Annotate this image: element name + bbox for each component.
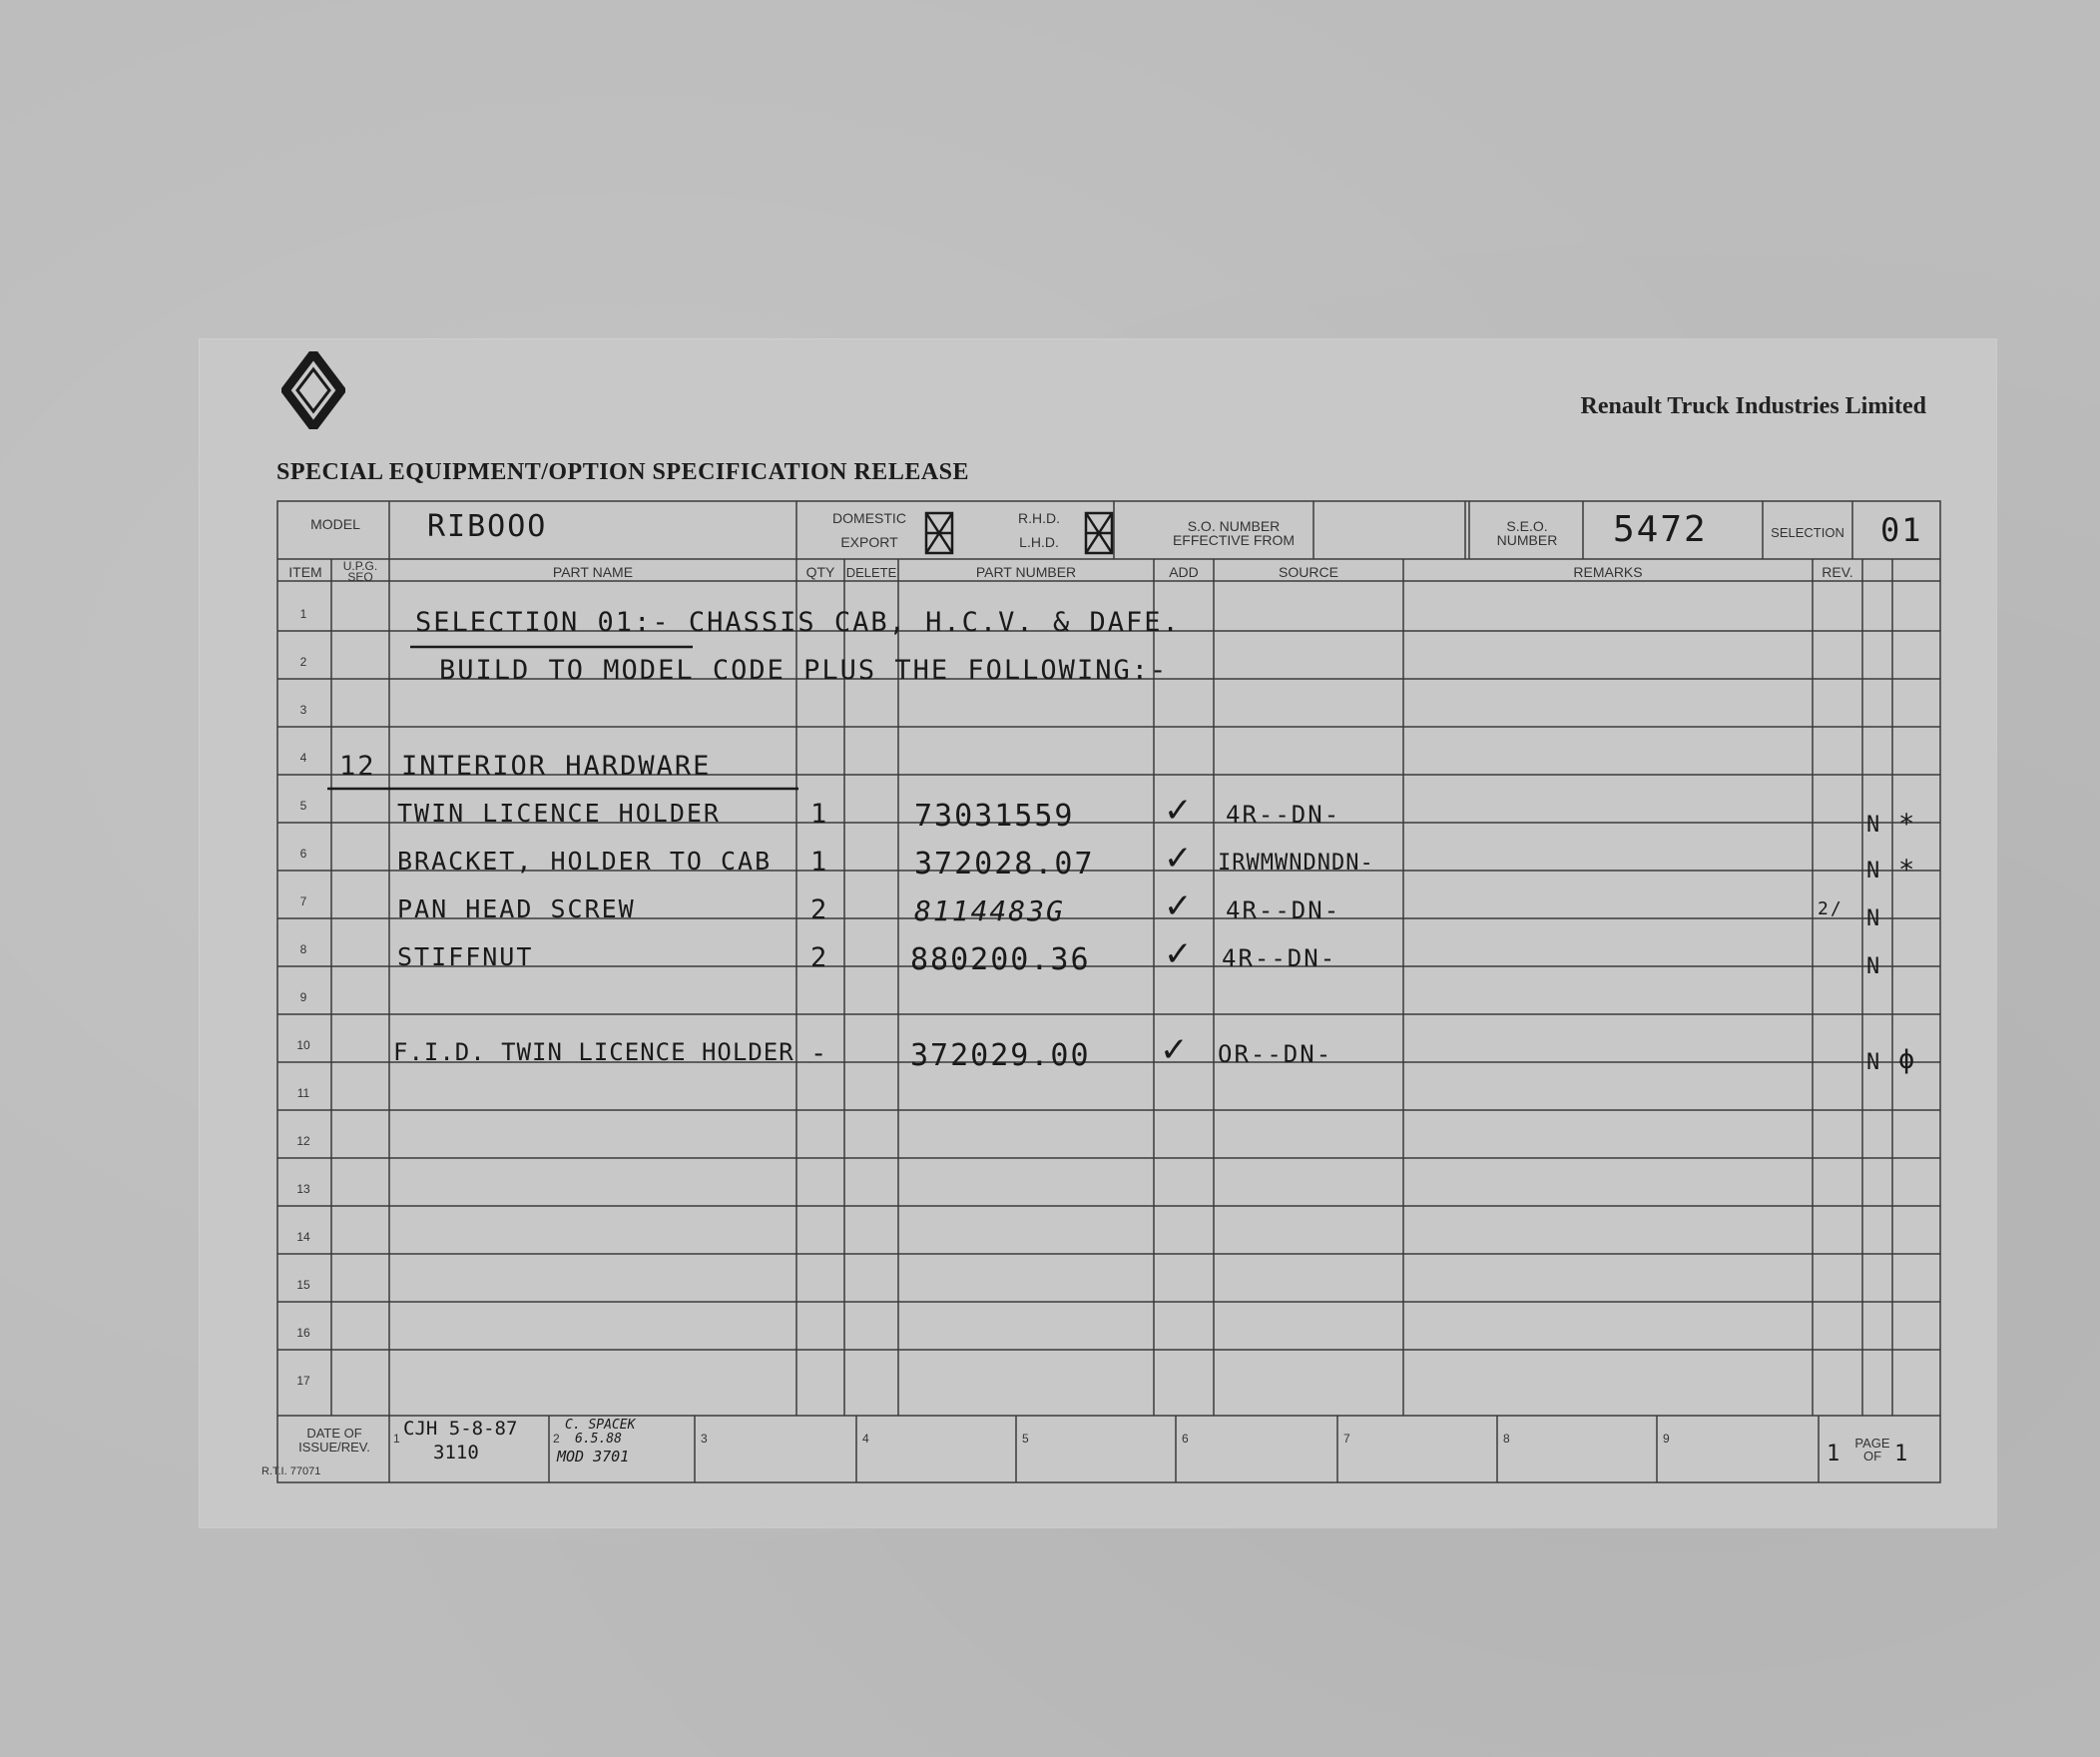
issue-rev-label: ISSUE/REV.	[298, 1440, 370, 1455]
source: 4R--DN-	[1226, 801, 1341, 829]
issue-1-line-1: CJH 5-8-87	[403, 1418, 518, 1440]
group-title: INTERIOR HARDWARE	[401, 751, 712, 782]
row-number: 10	[296, 1038, 310, 1052]
rhd-label: R.H.D.	[1018, 510, 1060, 526]
row-number: 14	[296, 1230, 310, 1244]
issue-2-line-2: 6.5.88	[575, 1432, 622, 1447]
part-number: 8114483G	[914, 894, 1065, 927]
domestic-label: DOMESTIC	[832, 510, 906, 526]
col-part-name: PART NAME	[552, 564, 634, 580]
selection-label: SELECTION	[1771, 525, 1844, 540]
page-label: PAGE	[1854, 1436, 1890, 1451]
row-number: 8	[299, 942, 307, 956]
part-number: 372029.00	[910, 1038, 1091, 1073]
part-number: 880200.36	[910, 942, 1091, 977]
date-of-issue-label: DATE OF	[306, 1426, 362, 1441]
slot-number: 2	[553, 1432, 560, 1446]
slot-number: 6	[1182, 1432, 1189, 1446]
slot-number: 4	[862, 1432, 869, 1446]
col-rev: REV.	[1822, 564, 1853, 580]
row-number: 3	[299, 703, 307, 717]
check-icon: ✓	[1164, 839, 1193, 878]
col-delete: DELETE	[845, 565, 897, 580]
col-part-number: PART NUMBER	[975, 564, 1077, 580]
col-source: SOURCE	[1279, 564, 1338, 580]
part-name: BRACKET, HOLDER TO CAB	[397, 847, 773, 876]
row-number: 13	[296, 1182, 310, 1196]
slot-number: 5	[1022, 1432, 1029, 1446]
export-label: EXPORT	[840, 534, 898, 550]
status-mark: ϕ	[1898, 1044, 1917, 1075]
source: 4R--DN-	[1222, 944, 1337, 972]
qty: 2	[810, 942, 829, 973]
page-number: 1	[1827, 1442, 1842, 1466]
status-mark: *	[1898, 855, 1917, 885]
lhd-label: L.H.D.	[1019, 534, 1059, 550]
sf-flag: N	[1866, 813, 1882, 838]
row-number: 1	[299, 607, 307, 621]
qty: 2	[810, 894, 829, 925]
slot-number: 8	[1503, 1432, 1510, 1446]
col-qty: QTY	[805, 564, 835, 580]
model-label: MODEL	[310, 516, 360, 532]
check-icon: ✓	[1164, 791, 1193, 831]
model-value: RIBOOO	[427, 509, 548, 544]
qty: -	[810, 1038, 829, 1069]
sf-flag: N	[1866, 1050, 1882, 1075]
rev-value: 2/	[1818, 898, 1843, 919]
slot-number: 3	[701, 1432, 708, 1446]
form-title: SPECIAL EQUIPMENT/OPTION SPECIFICATION RELEASE	[276, 459, 970, 485]
check-icon: ✓	[1160, 1030, 1189, 1070]
seo-number-label: NUMBER	[1496, 532, 1558, 548]
spec-form	[275, 499, 1944, 1487]
effective-from-label: EFFECTIVE FROM	[1172, 532, 1296, 548]
source: OR--DN-	[1218, 1040, 1333, 1068]
so-number-label: S.O. NUMBER	[1187, 518, 1281, 534]
row-number: 4	[299, 751, 307, 765]
check-icon: ✓	[1164, 886, 1193, 926]
sf-flag: N	[1866, 906, 1882, 931]
issue-2-line-1: C. SPACEK	[565, 1418, 636, 1433]
qty: 1	[810, 799, 829, 830]
row-number: 12	[296, 1134, 310, 1148]
issue-2-line-3: MOD 3701	[557, 1448, 630, 1465]
sf-flag: N	[1866, 954, 1882, 979]
renault-logo-icon	[281, 351, 345, 429]
part-name: TWIN LICENCE HOLDER	[397, 799, 721, 828]
row-number: 7	[299, 894, 307, 908]
company-name: Renault Truck Industries Limited	[1580, 393, 1926, 419]
slot-number: 9	[1663, 1432, 1670, 1446]
status-mark: *	[1898, 809, 1917, 840]
sf-flag: N	[1866, 859, 1882, 883]
selection-line: SELECTION 01:- CHASSIS CAB, H.C.V. & DAFE.	[415, 607, 1181, 638]
upg-group-number: 12	[339, 751, 376, 782]
row-number: 16	[296, 1326, 310, 1340]
col-upg-seo: SEO	[347, 570, 373, 584]
row-number: 5	[299, 799, 307, 813]
row-number: 15	[296, 1278, 310, 1292]
part-name: F.I.D. TWIN LICENCE HOLDER	[393, 1038, 794, 1066]
page-of-label: OF	[1862, 1449, 1882, 1464]
selection-value: 01	[1880, 511, 1923, 549]
row-number: 6	[299, 847, 307, 861]
build-line: BUILD TO MODEL CODE PLUS THE FOLLOWING:-	[439, 655, 1169, 686]
form-grid-lines	[275, 499, 1944, 1487]
seo-number-value: 5472	[1613, 509, 1708, 550]
row-number: 11	[296, 1086, 310, 1100]
col-remarks: REMARKS	[1573, 564, 1643, 580]
slot-number: 7	[1343, 1432, 1350, 1446]
issue-1-line-2: 3110	[433, 1442, 479, 1464]
seo-label: S.E.O.	[1506, 518, 1548, 534]
col-upg: U.P.G.	[342, 559, 378, 573]
source: 4R--DN-	[1226, 896, 1341, 924]
col-add: ADD	[1169, 564, 1199, 580]
col-item: ITEM	[288, 564, 322, 580]
check-icon: ✓	[1164, 934, 1193, 974]
source: IRWMWNDNDN-	[1218, 851, 1374, 876]
slot-number: 1	[393, 1432, 400, 1446]
row-number: 2	[299, 655, 307, 669]
qty: 1	[810, 847, 829, 878]
part-name: PAN HEAD SCREW	[397, 894, 636, 923]
part-name: STIFFNUT	[397, 942, 534, 971]
page-total: 1	[1894, 1442, 1910, 1466]
part-number: 73031559	[914, 799, 1075, 834]
form-code: R.T.I. 77071	[262, 1465, 321, 1477]
row-number: 17	[296, 1374, 310, 1388]
part-number: 372028.07	[914, 847, 1095, 881]
row-number: 9	[299, 990, 307, 1004]
